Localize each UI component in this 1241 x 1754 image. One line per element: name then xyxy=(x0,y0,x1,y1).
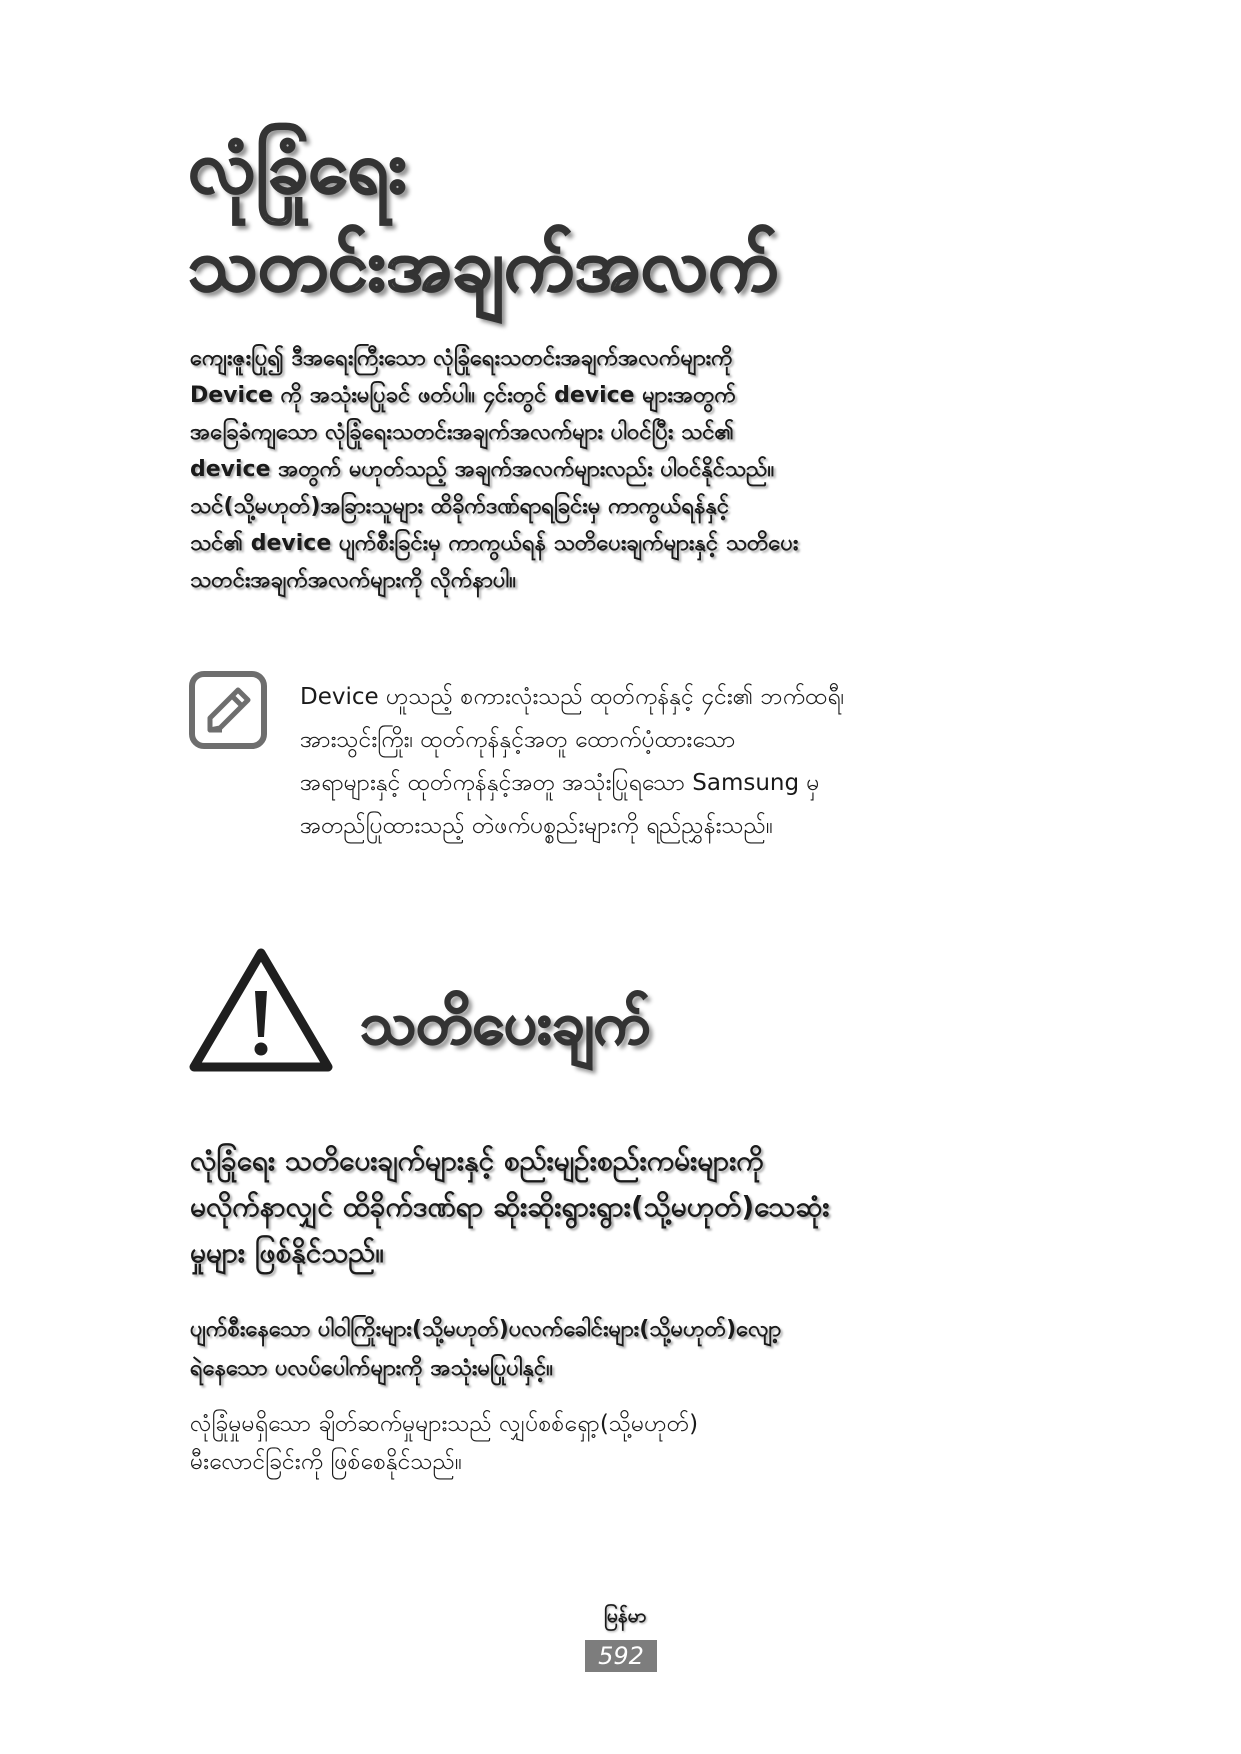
intro-line: ကျေးဇူးပြု၍ ဒီအရေးကြီးသော လုံခြုံရေးသတင်းအချက်အလက်များကို xyxy=(190,346,733,371)
title-line: သတင်းအချက်အလက် xyxy=(188,223,779,307)
note-line: Device ဟူသည့် စကားလုံးသည် ထုတ်ကုန်နှင့် ၄င်း၏ ဘက်ထရီ၊ xyxy=(300,684,845,710)
item-heading-line: ပျက်စီးနေသော ပါဝါကြိုးများ(သို့မဟုတ်)ပလက်ခေါင်းများ(သို့မဟုတ်)လျော့ xyxy=(190,1317,782,1342)
warning-intro-line: မှုများ ဖြစ်နိုင်သည်။ xyxy=(190,1236,384,1269)
note-line: အတည်ပြုထားသည့် တဲဖက်ပစ္စည်းများကို ရည်ညွှန်းသည်။ xyxy=(300,813,773,839)
warning-item-body xyxy=(190,1405,1070,1481)
intro-line: အခြေခံကျသော လုံခြုံရေးသတင်းအချက်အလက်များ ပါဝင်ပြီး သင်၏ xyxy=(190,420,735,445)
warning-intro xyxy=(190,1138,1070,1276)
intro-line: သင်(သို့မဟုတ်)အခြားသူများ ထိခိုက်ဒဏ်ရာရခြင်းမှ ကာကွယ်ရန်နှင့် xyxy=(190,494,730,519)
note-line: အရာများနှင့် ထုတ်ကုန်နှင့်အတူ အသုံးပြုရသော Samsung မှ xyxy=(300,770,820,796)
intro-paragraph xyxy=(190,340,1070,599)
item-body-line: မီးလောင်ခြင်းကို ဖြစ်စေနိုင်သည်။ xyxy=(190,1449,462,1475)
footer-language: မြန်မာ xyxy=(603,1605,647,1627)
page-title xyxy=(188,118,1088,314)
intro-line: device အတွက် မဟုတ်သည့် အချက်အလက်များလည်း ပါဝင်နိုင်သည်။ xyxy=(190,457,775,482)
intro-line: Device ကို အသုံးမပြုခင် ဖတ်ပါ။ ၄င်းတွင် device များအတွက် xyxy=(190,383,737,408)
note-pencil-icon xyxy=(188,670,268,750)
intro-line: သင်၏ device ပျက်စီးခြင်းမှ ကာကွယ်ရန် သတိပေးချက်များနှင့် သတိပေး xyxy=(190,531,799,556)
warning-intro-line: လုံခြုံရေး သတိပေးချက်များနှင့် စည်းမျဉ်းစည်းကမ်းများကို xyxy=(190,1144,764,1177)
page-number: 592 xyxy=(585,1640,657,1672)
note-text xyxy=(300,676,1060,848)
item-heading-line: ရဲနေသော ပလပ်ပေါက်များကို အသုံးမပြုပါနှင့်။ xyxy=(190,1356,553,1381)
note-line: အားသွင်းကြိုး၊ ထုတ်ကုန်နှင့်အတူ ထောက်ပံ့ထားသော xyxy=(300,727,736,753)
intro-line: သတင်းအချက်အလက်များကို လိုက်နာပါ။ xyxy=(190,568,516,593)
warning-item-heading xyxy=(190,1310,1070,1388)
title-line: လုံခြုံရေး xyxy=(188,125,407,209)
item-body-line: လုံခြုံမှုမရှိသော ချိတ်ဆက်မှုများသည် လျှပ်စစ်ရှော့(သို့မဟုတ်) xyxy=(190,1411,699,1437)
warning-triangle-icon xyxy=(188,945,334,1075)
warning-heading: သတိပေးချက် xyxy=(360,989,651,1057)
warning-intro-line: မလိုက်နာလျှင် ထိခိုက်ဒဏ်ရာ ဆိုးဆိုးရွားရွား(သို့မဟုတ်)သေဆုံး xyxy=(190,1190,830,1223)
